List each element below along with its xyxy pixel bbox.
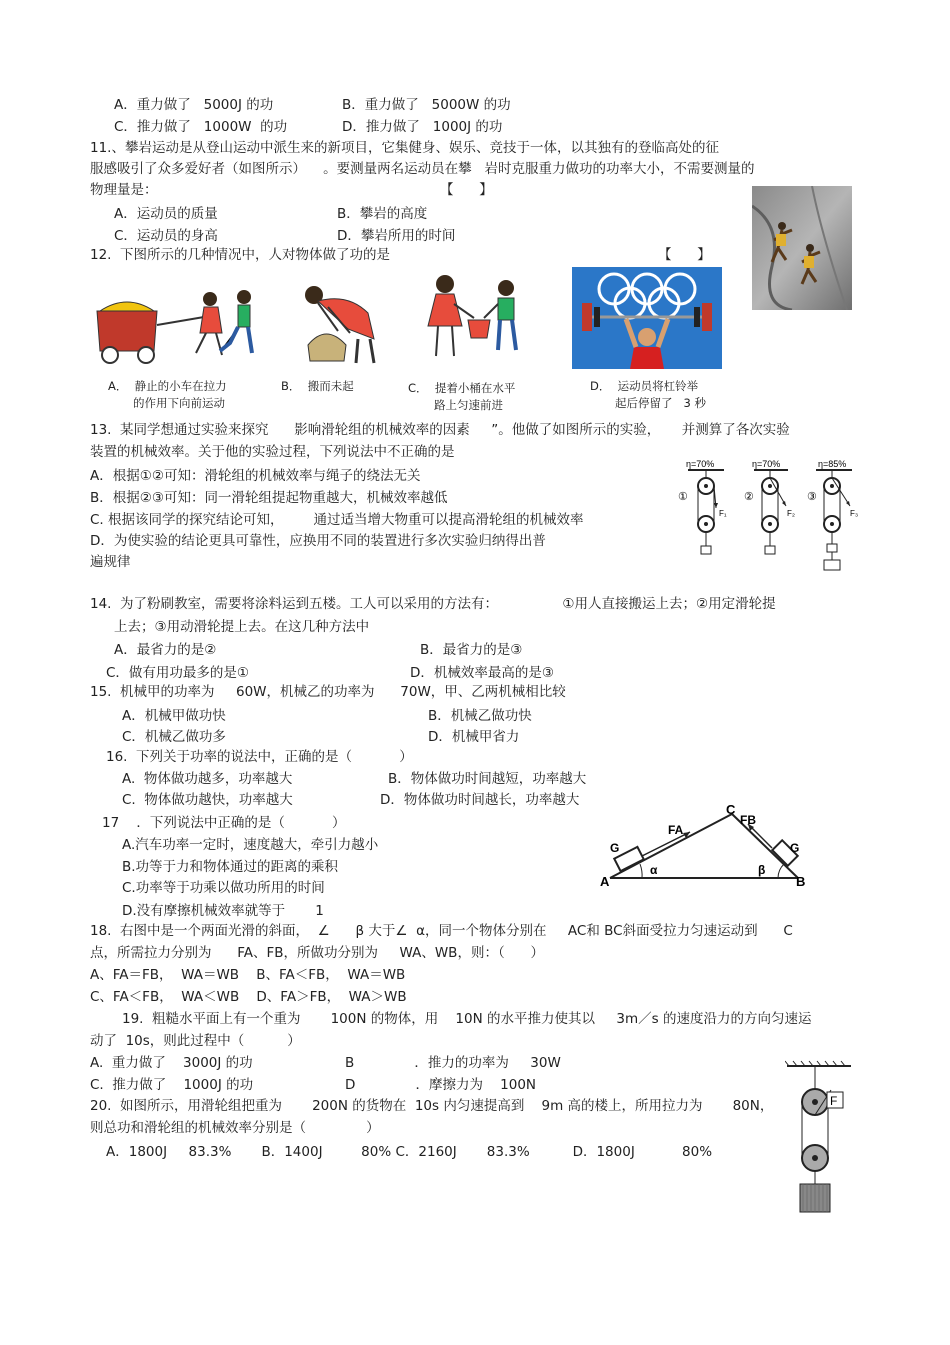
q16-stem: 16. 下列关于功率的说法中，正确的是（ ） <box>106 749 413 765</box>
force-b-label: FB <box>740 813 756 827</box>
rock-climbing-photo <box>752 186 852 310</box>
lifting-stone-illustration <box>288 283 398 368</box>
q19-option-c: C. 推力做了 1000J 的功 <box>90 1077 254 1093</box>
eta-label-3: η=85% <box>818 459 847 469</box>
q19-stem-line1: 19. 粗糙水平面上有一个重为 100N 的物体，用 10N 的水平推力使其以 3m／s 的速度沿力的方向匀速运 <box>122 1011 812 1027</box>
pulley-efficiency-diagram <box>676 456 862 578</box>
pulley-lifting-diagram <box>785 1060 855 1220</box>
q16-option-b: B．物体做功时间越短，功率越大 <box>388 771 587 787</box>
q15-option-a: A．机械甲做功快 <box>122 708 226 724</box>
q11-stem-line1: 11.、攀岩运动是从登山运动中派生来的新项目，它集健身、娱乐、竞技于一体，以其独有的登临高处的征 <box>90 140 719 156</box>
q12-answer-bracket: 【 】 <box>658 247 711 263</box>
q10-option-d: D．推力做了 1000J 的功 <box>342 119 503 135</box>
q18-options-ab: A、FA＝FB， WA＝WB B、FA＜FB， WA＝WB <box>90 967 406 983</box>
q19-option-a: A. 重力做了 3000J 的功 <box>90 1055 253 1071</box>
carrying-bucket-illustration <box>410 270 535 365</box>
q15-option-c: C．机械乙做功多 <box>122 729 226 745</box>
q14-option-b: B．最省力的是③ <box>420 642 523 658</box>
q14-option-a: A．最省力的是② <box>114 642 217 658</box>
q14-option-d: D．机械效率最高的是③ <box>410 665 554 681</box>
angle-beta-label: β <box>758 863 766 877</box>
q16-option-a: A. 物体做功越多，功率越大 <box>122 771 293 787</box>
weight-g-left-label: G <box>610 841 620 855</box>
q13-option-b: B．根据②③可知：同一滑轮组提起物重越大，机械效率越低 <box>90 490 448 506</box>
q17-stem: 17 ．下列说法中正确的是（ ） <box>102 815 346 831</box>
q17-option-c: C.功率等于功乘以做功所用的时间 <box>122 880 325 896</box>
q14-stem-line1: 14. 为了粉刷教室，需要将涂料运到五楼。工人可以采用的方法有： ①用人直接搬运上去；②用定滑轮提 <box>90 596 776 612</box>
q13-option-d-line1: D．为使实验的结论更具可靠性，应换用不同的装置进行多次实验归纳得出普 <box>90 533 546 549</box>
q20-stem-line1: 20. 如图所示，用滑轮组把重为 200N 的货物在 10s 内匀速提高到 9m 高的楼上，所用拉力为 80N， <box>90 1098 774 1114</box>
q12-caption-a-line1: A． 静止的小车在拉力 <box>108 379 227 393</box>
q18-stem-line2: 点，所需拉力分别为 FA、FB，所做功分别为 WA、WB，则：（ ） <box>90 945 544 961</box>
q19-stem-line2: 动了 10s，则此过程中（ ） <box>90 1033 301 1049</box>
q13-option-d-line2: 遍规律 <box>90 554 131 570</box>
q20-options: A．1800J 83.3% B．1400J 80% C．2160J 83.3% D．1800J 80% <box>106 1144 713 1160</box>
q11-stem-line3: 物理量是： <box>90 182 158 198</box>
point-b-label: B <box>796 874 806 889</box>
q14-option-c: C．做有用功最多的是① <box>106 665 250 681</box>
q12-caption-c-line1: C． 提着小桶在水平 <box>408 381 516 395</box>
q15-option-d: D．机械甲省力 <box>428 729 520 745</box>
setup-number-3: ③ <box>807 491 817 503</box>
point-c-label: C <box>726 802 736 817</box>
q12-caption-c-line2: 路上匀速前进 <box>434 398 503 412</box>
q11-option-c: C．运动员的身高 <box>114 228 218 244</box>
q11-option-d: D．攀岩所用的时间 <box>337 228 456 244</box>
setup-number-1: ① <box>678 491 688 503</box>
q13-option-c: C. 根据该同学的探究结论可知， 通过适当增大物重可以提高滑轮组的机械效率 <box>90 512 584 528</box>
q13-option-a: A．根据①②可知：滑轮组的机械效率与绳子的绕法无关 <box>90 468 421 484</box>
q17-option-b: B.功等于力和物体通过的距离的乘积 <box>122 859 339 875</box>
q12-caption-b: B． 搬而未起 <box>281 379 354 393</box>
q15-stem: 15. 机械甲的功率为 60W，机械乙的功率为 70W，甲、乙两机械相比较 <box>90 684 566 700</box>
force-label-f3: F₃ <box>850 509 859 518</box>
cart-pulling-illustration <box>92 283 272 368</box>
q12-caption-d-line1: D． 运动员将杠铃举 <box>590 379 699 393</box>
q20-stem-line2: 则总功和滑轮组的机械效率分别是（ ） <box>90 1120 380 1136</box>
force-label-f1: F₁ <box>719 509 727 518</box>
weight-g-right-label: G <box>790 841 800 855</box>
q17-option-a: A.汽车功率一定时，速度越大，牵引力越小 <box>122 837 379 853</box>
q16-option-d: D．物体做功时间越长，功率越大 <box>380 792 580 808</box>
q11-answer-bracket: 【 】 <box>440 182 493 198</box>
q19-option-b: B ．推力的功率为 30W <box>345 1055 561 1071</box>
q12-caption-d-line2: 起后停留了 3 秒 <box>615 396 706 410</box>
force-a-label: FA <box>668 823 684 837</box>
q13-stem-line2: 装置的机械效率。关于他的实验过程，下列说法中不正确的是 <box>90 444 455 460</box>
weightlifter-photo <box>572 267 722 369</box>
angle-alpha-label: α <box>650 863 658 877</box>
q11-option-a: A．运动员的质量 <box>114 206 218 222</box>
q13-stem-line1: 13. 某同学想通过实验来探究 影响滑轮组的机械效率的因素 ”。他做了如图所示的实验， 并测算了各次实验 <box>90 422 790 438</box>
q10-option-c: C．推力做了 1000W 的功 <box>114 119 288 135</box>
q14-stem-line2: 上去；③用动滑轮提上去。在这几种方法中 <box>114 619 370 635</box>
q18-options-cd: C、FA＜FB， WA＜WB D、FA＞FB， WA＞WB <box>90 989 407 1005</box>
point-a-label: A <box>600 874 610 889</box>
q17-option-d: D.没有摩擦机械效率就等于 1 <box>122 903 324 919</box>
q18-stem-line1: 18. 右图中是一个两面光滑的斜面， ∠ β 大于∠ α，同一个物体分别在 AC和 BC斜面受拉力匀速运动到 C <box>90 923 793 939</box>
setup-number-2: ② <box>744 491 754 503</box>
q11-stem-line2: 服感吸引了众多爱好者（如图所示） 。要测量两名运动员在攀 岩时克服重力做功的功率大小，不需要测量的 <box>90 161 755 177</box>
force-label-f2: F₂ <box>787 509 795 518</box>
eta-label-2: η=70% <box>752 459 781 469</box>
q11-option-b: B．攀岩的高度 <box>337 206 428 222</box>
q10-option-a: A．重力做了 5000J 的功 <box>114 97 274 113</box>
eta-label-1: η=70% <box>686 459 715 469</box>
q15-option-b: B．机械乙做功快 <box>428 708 532 724</box>
q10-option-b: B．重力做了 5000W 的功 <box>342 97 511 113</box>
force-f-label: F <box>830 1094 838 1108</box>
q12-stem: 12. 下图所示的几种情况中，人对物体做了功的是 <box>90 247 391 263</box>
q12-caption-a-line2: 的作用下向前运动 <box>133 396 225 410</box>
q19-option-d: D ．摩擦力为 100N <box>345 1077 537 1093</box>
inclined-plane-diagram <box>598 800 813 890</box>
q16-option-c: C. 物体做功越快，功率越大 <box>122 792 293 808</box>
